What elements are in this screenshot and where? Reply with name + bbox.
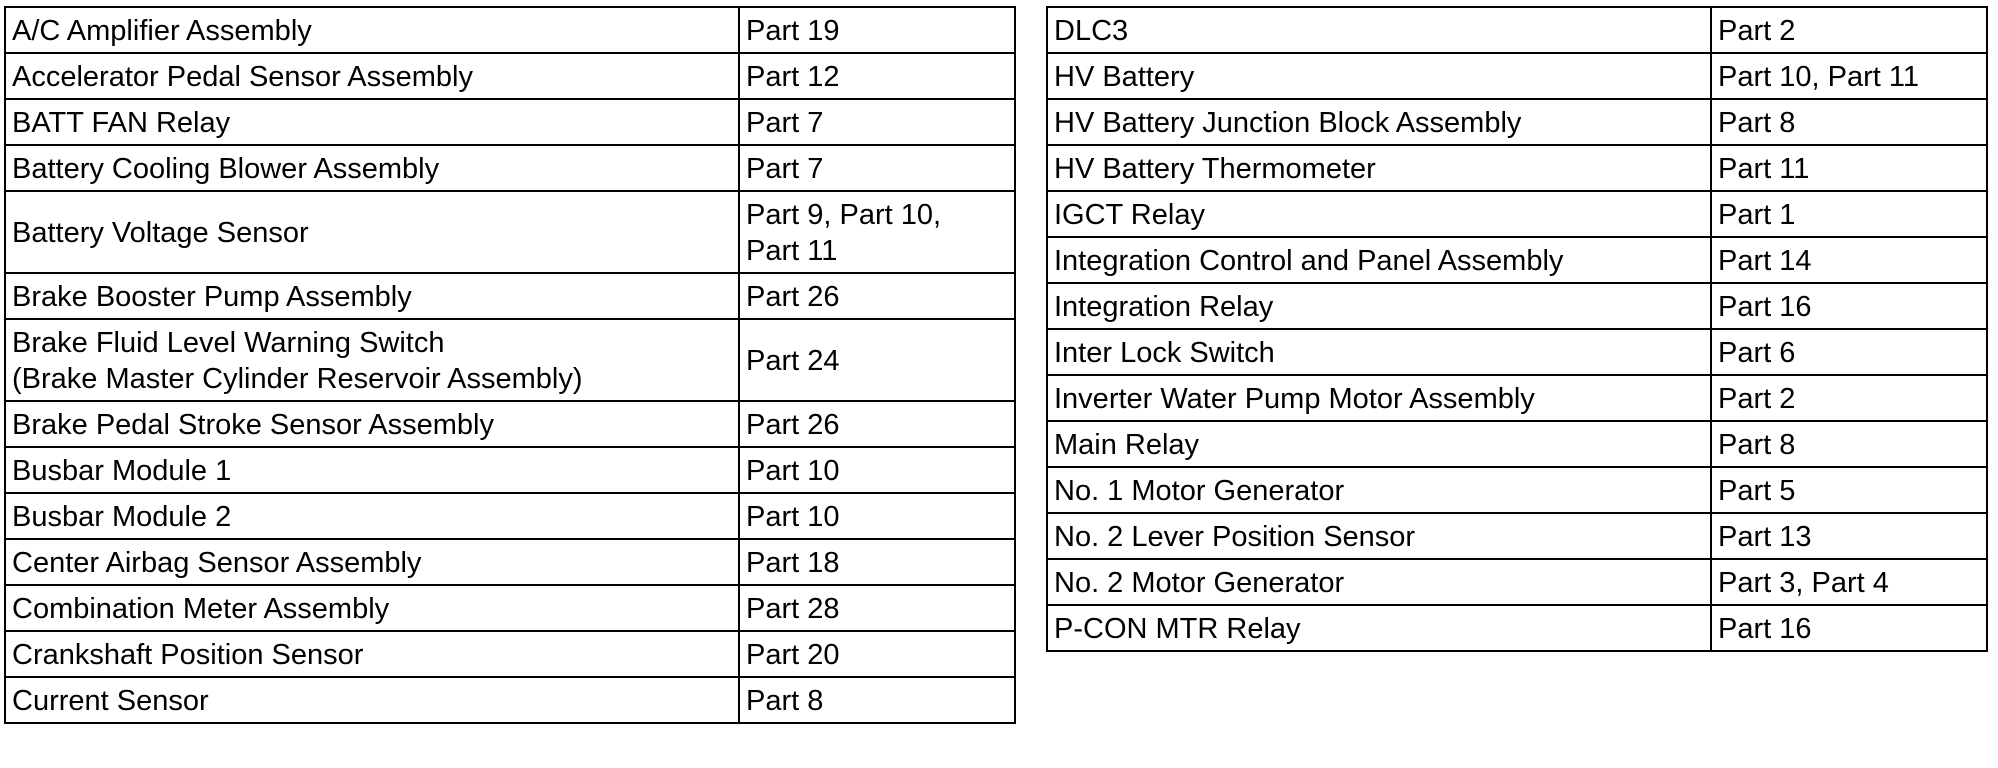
part-reference: Part 11 bbox=[746, 234, 838, 267]
part-reference-cell bbox=[739, 401, 1015, 447]
part-reference: Part 2 bbox=[1718, 382, 1796, 415]
component-name-cell bbox=[1047, 99, 1711, 145]
part-reference-cell bbox=[739, 99, 1015, 145]
part-reference: Part 12 bbox=[746, 60, 840, 93]
part-reference: Part 7 bbox=[746, 106, 824, 139]
component-name: DLC3 bbox=[1054, 14, 1129, 47]
table-row bbox=[5, 631, 1015, 677]
component-name-cell bbox=[1047, 605, 1711, 651]
part-reference: Part 8 bbox=[1718, 106, 1796, 139]
component-name: Current Sensor bbox=[12, 684, 209, 717]
component-name-cell bbox=[1047, 513, 1711, 559]
component-name: Brake Fluid Level Warning Switch bbox=[12, 326, 445, 359]
component-name: HV Battery Junction Block Assembly bbox=[1054, 106, 1522, 139]
component-name-cell bbox=[5, 191, 739, 273]
table-row bbox=[5, 401, 1015, 447]
part-reference-cell bbox=[1711, 145, 1987, 191]
part-reference-cell bbox=[1711, 283, 1987, 329]
part-reference-cell bbox=[1711, 467, 1987, 513]
part-reference: Part 6 bbox=[1718, 336, 1796, 369]
component-name-cell bbox=[5, 145, 739, 191]
part-reference-cell bbox=[1711, 513, 1987, 559]
part-reference-cell bbox=[1711, 375, 1987, 421]
part-reference: Part 8 bbox=[1718, 428, 1796, 461]
component-name: HV Battery Thermometer bbox=[1054, 152, 1376, 185]
component-name-cell bbox=[5, 631, 739, 677]
part-reference-cell bbox=[739, 7, 1015, 53]
table-row bbox=[1047, 605, 1987, 651]
part-reference: Part 3, Part 4 bbox=[1718, 566, 1889, 599]
table-row bbox=[5, 191, 1015, 273]
table-row bbox=[1047, 145, 1987, 191]
component-name-cell bbox=[1047, 145, 1711, 191]
part-reference-cell bbox=[739, 319, 1015, 401]
component-name: Inter Lock Switch bbox=[1054, 336, 1275, 369]
part-reference: Part 28 bbox=[746, 592, 840, 625]
left-index-body bbox=[5, 7, 1015, 723]
table-row bbox=[5, 273, 1015, 319]
part-reference: Part 18 bbox=[746, 546, 840, 579]
table-gap bbox=[1016, 6, 1046, 746]
table-row bbox=[1047, 559, 1987, 605]
component-name-cell bbox=[1047, 329, 1711, 375]
part-reference-cell bbox=[739, 145, 1015, 191]
component-name: HV Battery bbox=[1054, 60, 1195, 93]
table-row bbox=[5, 447, 1015, 493]
component-name: No. 2 Motor Generator bbox=[1054, 566, 1345, 599]
component-name-cell bbox=[5, 319, 739, 401]
component-name-cell bbox=[1047, 421, 1711, 467]
part-reference: Part 24 bbox=[746, 344, 840, 377]
part-reference: Part 1 bbox=[1718, 198, 1796, 231]
component-name-cell bbox=[5, 99, 739, 145]
table-row bbox=[5, 319, 1015, 401]
part-reference-cell bbox=[1711, 329, 1987, 375]
component-name-cell bbox=[5, 7, 739, 53]
component-name-cell bbox=[5, 493, 739, 539]
part-reference: Part 16 bbox=[1718, 612, 1812, 645]
part-reference: Part 16 bbox=[1718, 290, 1812, 323]
component-name: Brake Booster Pump Assembly bbox=[12, 280, 412, 313]
component-name: Brake Pedal Stroke Sensor Assembly bbox=[12, 408, 494, 441]
component-name-cell bbox=[5, 539, 739, 585]
right-index-body bbox=[1047, 7, 1987, 651]
part-reference-cell bbox=[1711, 421, 1987, 467]
table-row bbox=[1047, 375, 1987, 421]
part-reference: Part 5 bbox=[1718, 474, 1796, 507]
component-name-cell bbox=[1047, 283, 1711, 329]
table-row bbox=[5, 7, 1015, 53]
component-name: Accelerator Pedal Sensor Assembly bbox=[12, 60, 473, 93]
part-reference-cell bbox=[1711, 605, 1987, 651]
part-reference: Part 10 bbox=[746, 500, 840, 533]
component-name: No. 2 Lever Position Sensor bbox=[1054, 520, 1416, 553]
table-row bbox=[1047, 421, 1987, 467]
part-reference-cell bbox=[739, 53, 1015, 99]
left-index-table bbox=[4, 6, 1016, 724]
part-reference: Part 13 bbox=[1718, 520, 1812, 553]
part-reference: Part 9, Part 10, bbox=[746, 198, 942, 231]
component-name: Center Airbag Sensor Assembly bbox=[12, 546, 422, 579]
table-row bbox=[1047, 283, 1987, 329]
table-row bbox=[5, 53, 1015, 99]
component-name: P-CON MTR Relay bbox=[1054, 612, 1301, 645]
part-reference-cell bbox=[739, 273, 1015, 319]
component-name: BATT FAN Relay bbox=[12, 106, 231, 139]
table-row bbox=[1047, 513, 1987, 559]
table-row bbox=[5, 677, 1015, 723]
part-reference-cell bbox=[739, 447, 1015, 493]
part-reference-cell bbox=[1711, 237, 1987, 283]
table-row bbox=[5, 145, 1015, 191]
table-row bbox=[5, 493, 1015, 539]
table-row bbox=[5, 99, 1015, 145]
component-name: Battery Cooling Blower Assembly bbox=[12, 152, 440, 185]
component-name-cell bbox=[5, 447, 739, 493]
component-name-cell bbox=[1047, 467, 1711, 513]
component-name: (Brake Master Cylinder Reservoir Assembly) bbox=[12, 362, 583, 395]
component-name-cell bbox=[1047, 559, 1711, 605]
component-name-cell bbox=[1047, 191, 1711, 237]
part-reference-cell bbox=[1711, 53, 1987, 99]
part-reference: Part 26 bbox=[746, 408, 840, 441]
component-name-cell bbox=[5, 585, 739, 631]
component-name: Busbar Module 1 bbox=[12, 454, 232, 487]
table-row bbox=[1047, 191, 1987, 237]
part-reference-cell bbox=[739, 677, 1015, 723]
component-name: Integration Relay bbox=[1054, 290, 1274, 323]
component-name-cell bbox=[1047, 375, 1711, 421]
part-reference: Part 7 bbox=[746, 152, 824, 185]
part-reference-cell bbox=[1711, 191, 1987, 237]
table-row bbox=[1047, 53, 1987, 99]
component-name: No. 1 Motor Generator bbox=[1054, 474, 1345, 507]
part-reference: Part 11 bbox=[1718, 152, 1810, 185]
component-name-cell bbox=[5, 273, 739, 319]
component-name: Inverter Water Pump Motor Assembly bbox=[1054, 382, 1535, 415]
part-reference-cell bbox=[1711, 7, 1987, 53]
table-row bbox=[1047, 99, 1987, 145]
part-reference: Part 2 bbox=[1718, 14, 1796, 47]
component-name: Integration Control and Panel Assembly bbox=[1054, 244, 1564, 277]
component-name-cell bbox=[1047, 53, 1711, 99]
part-reference-cell bbox=[739, 191, 1015, 273]
table-row bbox=[1047, 467, 1987, 513]
part-reference-cell bbox=[739, 631, 1015, 677]
component-name: Busbar Module 2 bbox=[12, 500, 232, 533]
part-reference-cell bbox=[1711, 99, 1987, 145]
component-name: Main Relay bbox=[1054, 428, 1200, 461]
table-row bbox=[5, 585, 1015, 631]
part-reference-cell bbox=[739, 585, 1015, 631]
table-row bbox=[1047, 237, 1987, 283]
component-index bbox=[4, 6, 1988, 746]
part-reference-cell bbox=[1711, 559, 1987, 605]
component-name: A/C Amplifier Assembly bbox=[12, 14, 312, 47]
table-row bbox=[1047, 329, 1987, 375]
component-name-cell bbox=[5, 53, 739, 99]
part-reference-cell bbox=[739, 493, 1015, 539]
component-name-cell bbox=[5, 677, 739, 723]
component-name-cell bbox=[1047, 237, 1711, 283]
part-reference: Part 10, Part 11 bbox=[1718, 60, 1919, 93]
part-reference: Part 19 bbox=[746, 14, 840, 47]
component-name: Battery Voltage Sensor bbox=[12, 216, 309, 249]
component-name: Crankshaft Position Sensor bbox=[12, 638, 364, 671]
part-reference: Part 20 bbox=[746, 638, 840, 671]
table-row bbox=[1047, 7, 1987, 53]
part-reference: Part 8 bbox=[746, 684, 824, 717]
part-reference: Part 26 bbox=[746, 280, 840, 313]
right-index-table bbox=[1046, 6, 1988, 652]
part-reference-cell bbox=[739, 539, 1015, 585]
component-name-cell bbox=[5, 401, 739, 447]
part-reference: Part 10 bbox=[746, 454, 840, 487]
component-name: IGCT Relay bbox=[1054, 198, 1205, 231]
component-name: Combination Meter Assembly bbox=[12, 592, 390, 625]
part-reference: Part 14 bbox=[1718, 244, 1812, 277]
table-row bbox=[5, 539, 1015, 585]
component-name-cell bbox=[1047, 7, 1711, 53]
